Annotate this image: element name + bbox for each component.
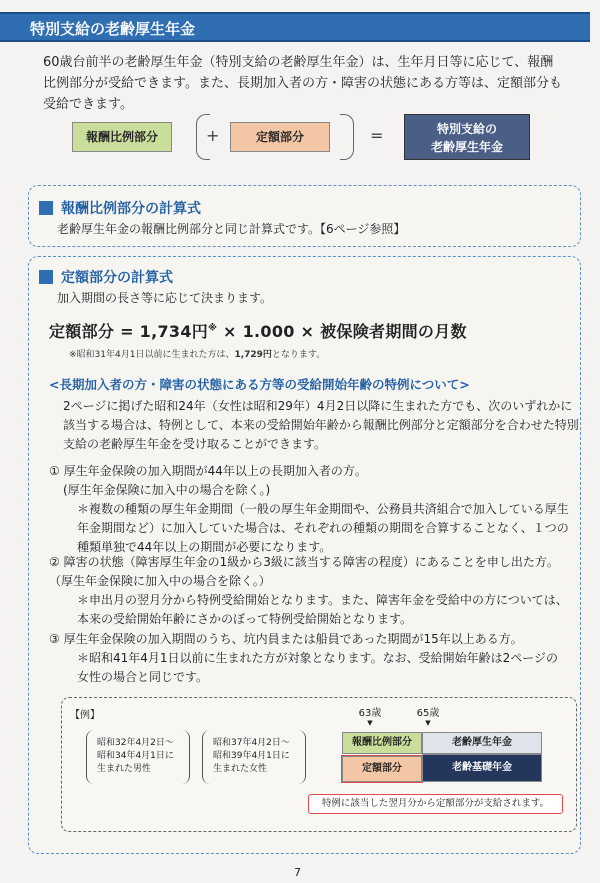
result-line2: 老齢厚生年金 bbox=[430, 140, 503, 154]
item1-main: ① 厚生年金保険の加入期間が44年以上の長期加入者の方。 bbox=[49, 464, 367, 478]
item1-sub: (厚生年金保険に加入中の場合を除く。) bbox=[63, 483, 271, 497]
section-header bbox=[0, 12, 590, 42]
section-hourei bbox=[28, 185, 581, 247]
example-label: 【例】 bbox=[70, 710, 100, 721]
intro-paragraph: 60歳台前半の老齢厚生年金（特別支給の老齢厚生年金）は、生年月日等に応じて、報酬比例部分が受給できます。また、長期加入者の方・障害の状態にある方等は、定額部分も受給できます。 bbox=[43, 55, 562, 112]
example-hourei: 報酬比例部分 bbox=[342, 732, 422, 754]
example-rourei-kosei: 老齢厚生年金 bbox=[422, 732, 542, 754]
age-63-label: 63歳 bbox=[358, 708, 382, 719]
example-box bbox=[61, 697, 577, 832]
teigaku-box: 定額部分 bbox=[230, 122, 330, 152]
down-triangle-icon: ▼ bbox=[367, 719, 373, 727]
age-65-label: 65歳 bbox=[416, 708, 440, 719]
down-triangle-icon: ▼ bbox=[425, 719, 431, 727]
formula-part-b: × 1.000 × 被保険者期間の月数 bbox=[217, 322, 467, 341]
plus-sign: + bbox=[206, 126, 220, 145]
item-2 bbox=[49, 553, 569, 629]
formula-part-a: 定額部分 = 1,734円 bbox=[49, 322, 209, 341]
note-value: 1,729円 bbox=[234, 350, 272, 360]
example-teigaku: 定額部分 bbox=[342, 756, 422, 782]
section1-body: 老齢厚生年金の報酬比例部分と同じ計算式です。【6ページ参照】 bbox=[57, 222, 406, 236]
section2-lead: 加入期間の長さ等に応じて決まります。 bbox=[57, 291, 273, 305]
teigaku-formula bbox=[49, 319, 467, 342]
special-body: 2ページに掲げた昭和24年（女性は昭和29年）4月2日以降に生まれた方でも、次のいずれかに該当する場合は、特例として、本来の受給開始年齢から報酬比例部分と定額部分を合わせた特別支給の老齢厚生年金を受け取ることができます。 bbox=[63, 399, 579, 451]
special-heading: <長期加入者の方・障害の状態にある方等の受給開始年齢の特例について> bbox=[49, 377, 470, 392]
section2-title: 定額部分の計算式 bbox=[61, 270, 173, 286]
item-3 bbox=[49, 630, 569, 687]
note-post: となります。 bbox=[271, 350, 326, 360]
item2-note: ＊申出月の翌月分から特例受給開始となります。また、障害年金を受給中の方については、本来の受給開始年齢にさかのぼって特例受給開始となります。 bbox=[77, 593, 568, 626]
formula-diagram bbox=[72, 114, 542, 160]
section1-heading bbox=[39, 198, 201, 218]
example-rourei-kiso: 老齢基礎年金 bbox=[422, 754, 542, 782]
section2-heading bbox=[39, 267, 173, 287]
note-pre: ※昭和31年4月1日以前に生まれた方は、 bbox=[69, 350, 235, 360]
item-1 bbox=[49, 462, 569, 557]
example-caption: 特例に該当した翌月分から定額部分が支給されます。 bbox=[308, 794, 563, 814]
formula-note bbox=[69, 347, 325, 360]
result-line1: 特別支給の bbox=[436, 122, 497, 136]
square-bullet-icon bbox=[39, 201, 53, 215]
result-box bbox=[404, 114, 530, 160]
item1-note: ＊複数の種類の厚生年金期間（一般の厚生年金期間や、公務員共済組合で加入している厚生年金期間など）に加入していた場合は、それぞれの種類の期間を合算することなく、１つの種類単独で44年以上の期間が必要になります。 bbox=[77, 502, 569, 554]
section-teigaku bbox=[28, 256, 581, 854]
age-63-marker bbox=[350, 704, 390, 727]
age-65-marker bbox=[408, 704, 448, 727]
bracket-right bbox=[340, 114, 354, 160]
equals-sign: = bbox=[370, 126, 384, 145]
formula-mark: ※ bbox=[208, 323, 218, 334]
page-number: 7 bbox=[294, 866, 301, 879]
item2-main: ② 障害の状態（障害厚生年金の1級から3級に該当する障害の程度）にあることを申し出た方。（厚生年金保険に加入中の場合を除く。） bbox=[49, 555, 559, 588]
item3-note: ＊昭和41年4月1日以前に生まれた方が対象となります。なお、受給開始年齢は2ページの女性の場合と同じです。 bbox=[77, 651, 558, 684]
section1-title: 報酬比例部分の計算式 bbox=[61, 201, 201, 217]
example-male: 昭和32年4月2日〜昭和34年4月1日に生まれた男性 bbox=[86, 730, 190, 784]
example-female: 昭和37年4月2日〜昭和39年4月1日に生まれた女性 bbox=[202, 730, 306, 784]
hourei-box: 報酬比例部分 bbox=[72, 122, 172, 152]
square-bullet-icon bbox=[39, 270, 53, 284]
section-title: 特別支給の老齢厚生年金 bbox=[30, 20, 196, 38]
item3-main: ③ 厚生年金保険の加入期間のうち、坑内員または船員であった期間が15年以上ある方。 bbox=[49, 632, 523, 646]
